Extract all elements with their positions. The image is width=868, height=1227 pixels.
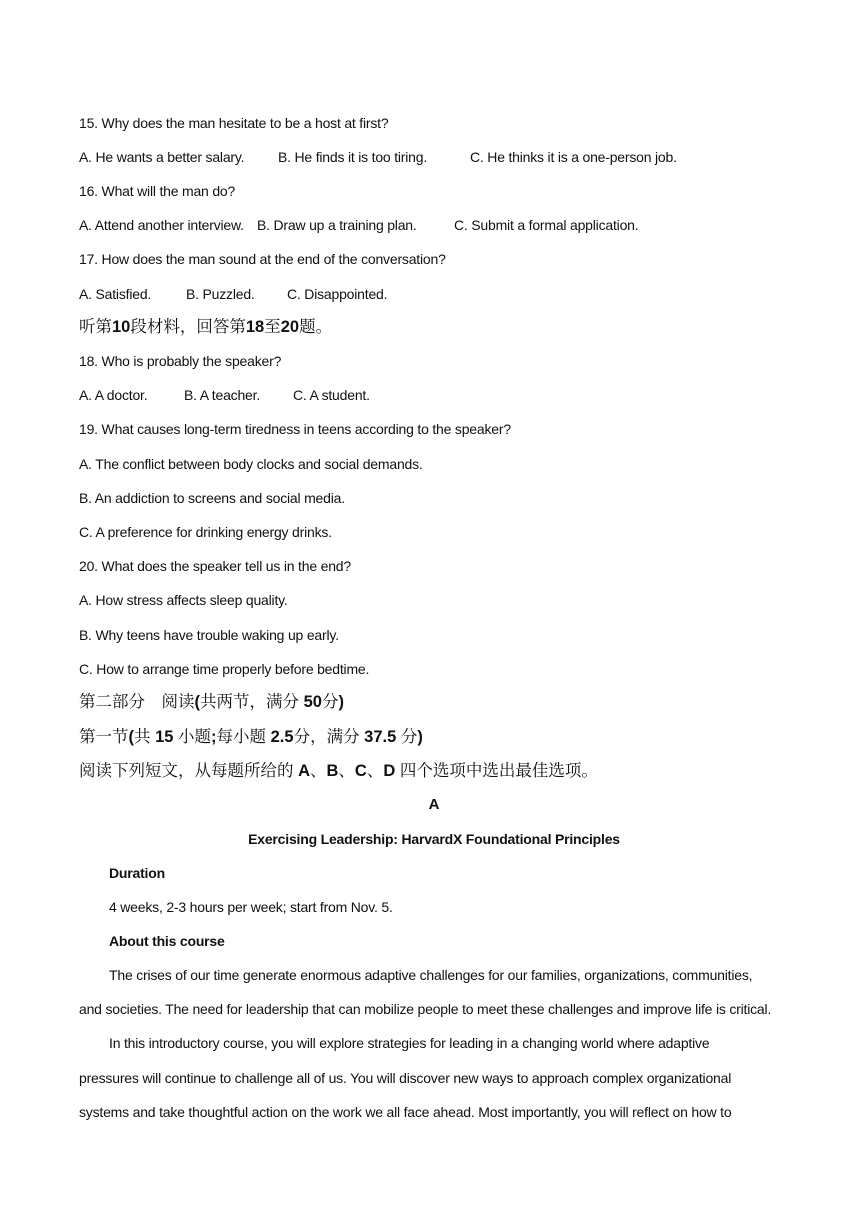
- duration-text: 4 weeks, 2-3 hours per week; start from Nov. 5.: [109, 899, 393, 915]
- paragraph-1-line-1: The crises of our time generate enormous adaptive challenges for our families, organizations, communities,: [109, 967, 753, 983]
- option-16-b: B. Draw up a training plan.: [257, 217, 417, 233]
- question-16: 16. What will the man do?: [79, 183, 236, 199]
- option-18-b: B. A teacher.: [184, 387, 261, 403]
- paragraph-1-line-2: and societies. The need for leadership that can mobilize people to meet these challenges and improve life is critical.: [79, 1001, 772, 1017]
- section-10-instruction: 听第10段材料，回答第18至20题。: [79, 318, 333, 336]
- option-17-b: B. Puzzled.: [186, 286, 255, 302]
- option-17-c: C. Disappointed.: [287, 286, 388, 302]
- passage-title: Exercising Leadership: HarvardX Foundational Principles: [248, 831, 620, 847]
- question-18: 18. Who is probably the speaker?: [79, 353, 282, 369]
- question-15-options: [79, 147, 677, 167]
- duration-heading: Duration: [109, 865, 165, 881]
- option-15-c: C. He thinks it is a one-person job.: [470, 149, 677, 165]
- option-15-b: B. He finds it is too tiring.: [278, 149, 428, 165]
- paragraph-2-line-1: In this introductory course, you will explore strategies for leading in a changing world where adaptive: [109, 1035, 710, 1051]
- option-15-a: A. He wants a better salary.: [79, 149, 245, 165]
- option-16-c: C. Submit a formal application.: [454, 217, 639, 233]
- question-19: 19. What causes long-term tiredness in teens according to the speaker?: [79, 421, 511, 437]
- question-17-options: [79, 284, 387, 304]
- option-19-a: A. The conflict between body clocks and social demands.: [79, 456, 423, 472]
- question-17: 17. How does the man sound at the end of the conversation?: [79, 251, 446, 267]
- option-18-c: C. A student.: [293, 387, 370, 403]
- about-heading: About this course: [109, 933, 225, 949]
- option-20-a: A. How stress affects sleep quality.: [79, 592, 288, 608]
- passage-letter: A: [428, 796, 440, 813]
- option-18-a: A. A doctor.: [79, 387, 148, 403]
- question-18-options: [79, 385, 370, 405]
- option-20-c: C. How to arrange time properly before bedtime.: [79, 661, 370, 677]
- question-16-options: [79, 215, 638, 235]
- paragraph-2-line-2: pressures will continue to challenge all of us. You will discover new ways to approach complex organizational: [79, 1070, 732, 1086]
- option-19-c: C. A preference for drinking energy drinks.: [79, 524, 332, 540]
- option-16-a: A. Attend another interview.: [79, 217, 244, 233]
- reading-instruction: 阅读下列短文，从每题所给的 A、B、C、D 四个选项中选出最佳选项。: [79, 762, 598, 780]
- option-17-a: A. Satisfied.: [79, 286, 152, 302]
- option-19-b: B. An addiction to screens and social media.: [79, 490, 345, 506]
- part-2-heading: 第二部分 阅读(共两节，满分 50分): [79, 693, 344, 711]
- section-1-heading: 第一节(共 15 小题;每小题 2.5分，满分 37.5 分): [79, 728, 423, 746]
- paragraph-2-line-3: systems and take thoughtful action on the work we all face ahead. Most importantly, you will reflect on how to: [79, 1104, 732, 1120]
- option-20-b: B. Why teens have trouble waking up early.: [79, 627, 339, 643]
- question-20: 20. What does the speaker tell us in the end?: [79, 558, 351, 574]
- question-15: 15. Why does the man hesitate to be a host at first?: [79, 115, 389, 131]
